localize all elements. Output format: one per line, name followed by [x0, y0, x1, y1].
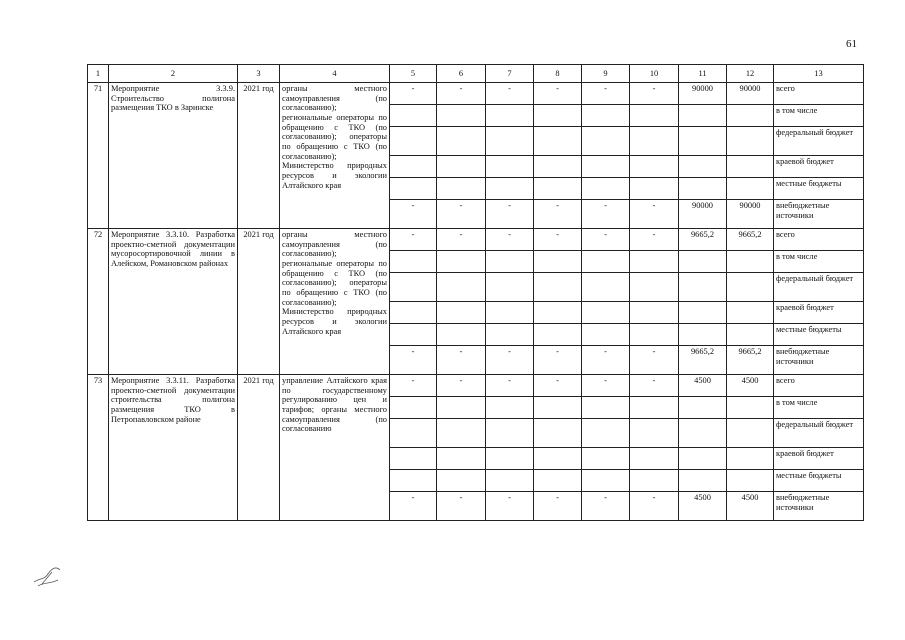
value-cell: -	[390, 83, 437, 105]
col-header: 8	[534, 65, 582, 83]
value-cell	[727, 470, 774, 492]
value-cell	[582, 324, 630, 346]
col-header: 11	[679, 65, 727, 83]
value-cell: -	[630, 200, 679, 229]
value-cell	[630, 156, 679, 178]
value-cell	[727, 324, 774, 346]
value-cell	[582, 302, 630, 324]
value-cell	[679, 178, 727, 200]
col-header: 7	[486, 65, 534, 83]
value-cell	[630, 251, 679, 273]
value-cell	[437, 105, 486, 127]
value-cell	[630, 127, 679, 156]
value-cell: -	[534, 83, 582, 105]
program-table	[87, 64, 864, 521]
value-cell	[534, 448, 582, 470]
col-header: 9	[582, 65, 630, 83]
value-cell: -	[630, 83, 679, 105]
value-cell	[437, 251, 486, 273]
value-cell	[582, 251, 630, 273]
funding-source: всего	[774, 83, 864, 105]
value-cell	[486, 324, 534, 346]
value-cell	[437, 324, 486, 346]
funding-source: местные бюджеты	[774, 470, 864, 492]
value-cell	[727, 397, 774, 419]
funding-source: краевой бюджет	[774, 302, 864, 324]
value-cell: -	[582, 200, 630, 229]
value-cell	[390, 156, 437, 178]
value-cell	[582, 156, 630, 178]
value-cell	[390, 178, 437, 200]
funding-source: внебюджетные источники	[774, 492, 864, 521]
measure-executors: органы местного самоуправления (по согласованию); региональные операторы по обращению с ТКО (по согласованию); операторы по обращению с ТКО (по согласованию); Министерство природных ресурсов и экологии Алтайского края	[280, 83, 390, 229]
value-cell	[679, 419, 727, 448]
value-cell	[534, 105, 582, 127]
value-cell	[534, 324, 582, 346]
value-cell: 9665,2	[727, 346, 774, 375]
value-cell	[390, 273, 437, 302]
value-cell: 4500	[679, 375, 727, 397]
measure-year: 2021 год	[238, 83, 280, 229]
value-cell	[727, 448, 774, 470]
value-cell	[437, 127, 486, 156]
value-cell: -	[437, 346, 486, 375]
value-cell	[486, 470, 534, 492]
value-cell	[679, 273, 727, 302]
value-cell: 9665,2	[679, 346, 727, 375]
measure-year: 2021 год	[238, 375, 280, 521]
value-cell	[390, 105, 437, 127]
table-row	[88, 229, 864, 251]
col-header: 5	[390, 65, 437, 83]
funding-source: местные бюджеты	[774, 178, 864, 200]
value-cell	[390, 397, 437, 419]
value-cell	[534, 251, 582, 273]
value-cell: -	[437, 492, 486, 521]
value-cell: 90000	[727, 200, 774, 229]
value-cell	[534, 302, 582, 324]
col-header: 4	[280, 65, 390, 83]
value-cell	[437, 178, 486, 200]
value-cell	[727, 302, 774, 324]
value-cell	[582, 448, 630, 470]
funding-source: краевой бюджет	[774, 156, 864, 178]
funding-source: в том числе	[774, 105, 864, 127]
value-cell: -	[390, 346, 437, 375]
value-cell: -	[437, 229, 486, 251]
value-cell: 4500	[727, 492, 774, 521]
value-cell	[727, 105, 774, 127]
funding-source: местные бюджеты	[774, 324, 864, 346]
measure-name: Мероприятие 3.3.11. Разработка проектно-сметной документации строительства полигона размещения ТКО в Петропавловском районе	[109, 375, 238, 521]
value-cell: 9665,2	[727, 229, 774, 251]
value-cell	[679, 251, 727, 273]
value-cell	[486, 156, 534, 178]
col-header: 12	[727, 65, 774, 83]
col-header: 1	[88, 65, 109, 83]
value-cell	[486, 419, 534, 448]
value-cell	[390, 419, 437, 448]
value-cell	[534, 127, 582, 156]
funding-source: внебюджетные источники	[774, 200, 864, 229]
value-cell	[437, 273, 486, 302]
value-cell	[679, 397, 727, 419]
funding-source: федеральный бюджет	[774, 419, 864, 448]
value-cell	[582, 397, 630, 419]
value-cell: -	[390, 375, 437, 397]
measure-number: 73	[88, 375, 109, 521]
value-cell	[437, 470, 486, 492]
funding-source: всего	[774, 375, 864, 397]
value-cell: -	[630, 375, 679, 397]
value-cell	[534, 419, 582, 448]
col-header: 13	[774, 65, 864, 83]
funding-source: в том числе	[774, 397, 864, 419]
value-cell: -	[390, 492, 437, 521]
value-cell: -	[486, 200, 534, 229]
value-cell: 90000	[679, 83, 727, 105]
value-cell	[534, 156, 582, 178]
value-cell	[437, 156, 486, 178]
value-cell: -	[630, 229, 679, 251]
value-cell: -	[582, 492, 630, 521]
value-cell	[486, 105, 534, 127]
value-cell	[630, 324, 679, 346]
value-cell	[390, 470, 437, 492]
value-cell	[727, 419, 774, 448]
value-cell	[630, 470, 679, 492]
value-cell: -	[486, 346, 534, 375]
value-cell: -	[534, 229, 582, 251]
measure-year: 2021 год	[238, 229, 280, 375]
value-cell	[486, 273, 534, 302]
value-cell	[486, 302, 534, 324]
value-cell	[534, 178, 582, 200]
value-cell	[486, 127, 534, 156]
value-cell: 9665,2	[679, 229, 727, 251]
value-cell	[582, 419, 630, 448]
measure-executors: управление Алтайского края по государственному регулированию цен и тарифов; органы местного самоуправления (по согласованию	[280, 375, 390, 521]
value-cell	[534, 470, 582, 492]
value-cell	[437, 397, 486, 419]
measure-executors: органы местного самоуправления (по согласованию); региональные операторы по обращению с ТКО (по согласованию); операторы по обращению с ТКО (по согласованию); Министерство природных ресурсов и экологии Алтайского края	[280, 229, 390, 375]
value-cell: -	[437, 375, 486, 397]
value-cell	[534, 273, 582, 302]
measure-number: 71	[88, 83, 109, 229]
funding-source: федеральный бюджет	[774, 273, 864, 302]
value-cell: -	[582, 83, 630, 105]
value-cell: -	[534, 200, 582, 229]
value-cell	[727, 156, 774, 178]
value-cell	[582, 273, 630, 302]
value-cell	[390, 448, 437, 470]
measure-name: Мероприятие 3.3.9. Строительство полигона размещения ТКО в Заринске	[109, 83, 238, 229]
value-cell: 90000	[727, 83, 774, 105]
value-cell: -	[582, 229, 630, 251]
value-cell	[437, 419, 486, 448]
value-cell	[727, 178, 774, 200]
value-cell: -	[437, 200, 486, 229]
value-cell: -	[534, 375, 582, 397]
value-cell: -	[486, 229, 534, 251]
header-row	[88, 65, 864, 83]
value-cell: -	[486, 83, 534, 105]
value-cell	[582, 105, 630, 127]
value-cell: -	[630, 492, 679, 521]
value-cell: 4500	[727, 375, 774, 397]
value-cell	[679, 448, 727, 470]
value-cell: -	[534, 492, 582, 521]
value-cell	[679, 324, 727, 346]
value-cell	[727, 273, 774, 302]
value-cell	[390, 302, 437, 324]
funding-source: федеральный бюджет	[774, 127, 864, 156]
value-cell	[727, 251, 774, 273]
value-cell	[679, 302, 727, 324]
measure-number: 72	[88, 229, 109, 375]
col-header: 6	[437, 65, 486, 83]
value-cell	[486, 178, 534, 200]
funding-source: всего	[774, 229, 864, 251]
value-cell	[727, 127, 774, 156]
value-cell	[679, 156, 727, 178]
value-cell: 4500	[679, 492, 727, 521]
value-cell	[390, 324, 437, 346]
value-cell: -	[534, 346, 582, 375]
value-cell	[390, 251, 437, 273]
funding-source: в том числе	[774, 251, 864, 273]
handwritten-mark	[30, 560, 70, 590]
col-header: 3	[238, 65, 280, 83]
value-cell	[437, 302, 486, 324]
value-cell	[679, 127, 727, 156]
funding-source: краевой бюджет	[774, 448, 864, 470]
measure-name: Мероприятие 3.3.10. Разработка проектно-сметной документации мусоросортировочной линии в Алейском, Романовском районах	[109, 229, 238, 375]
value-cell: -	[486, 492, 534, 521]
value-cell	[582, 127, 630, 156]
value-cell: 90000	[679, 200, 727, 229]
value-cell: -	[390, 229, 437, 251]
table-row	[88, 375, 864, 397]
col-header: 10	[630, 65, 679, 83]
value-cell: -	[390, 200, 437, 229]
value-cell	[679, 105, 727, 127]
value-cell: -	[486, 375, 534, 397]
value-cell	[630, 419, 679, 448]
value-cell	[630, 273, 679, 302]
value-cell	[679, 470, 727, 492]
value-cell	[390, 127, 437, 156]
value-cell	[486, 251, 534, 273]
page-number: 61	[846, 38, 857, 50]
value-cell: -	[630, 346, 679, 375]
value-cell	[630, 178, 679, 200]
value-cell	[630, 448, 679, 470]
value-cell: -	[437, 83, 486, 105]
value-cell	[630, 302, 679, 324]
value-cell	[582, 178, 630, 200]
value-cell	[486, 397, 534, 419]
value-cell	[630, 397, 679, 419]
value-cell	[582, 470, 630, 492]
col-header: 2	[109, 65, 238, 83]
value-cell	[630, 105, 679, 127]
funding-source: внебюджетные источники	[774, 346, 864, 375]
table-row	[88, 83, 864, 105]
value-cell	[534, 397, 582, 419]
value-cell: -	[582, 346, 630, 375]
value-cell	[437, 448, 486, 470]
value-cell: -	[582, 375, 630, 397]
value-cell	[486, 448, 534, 470]
